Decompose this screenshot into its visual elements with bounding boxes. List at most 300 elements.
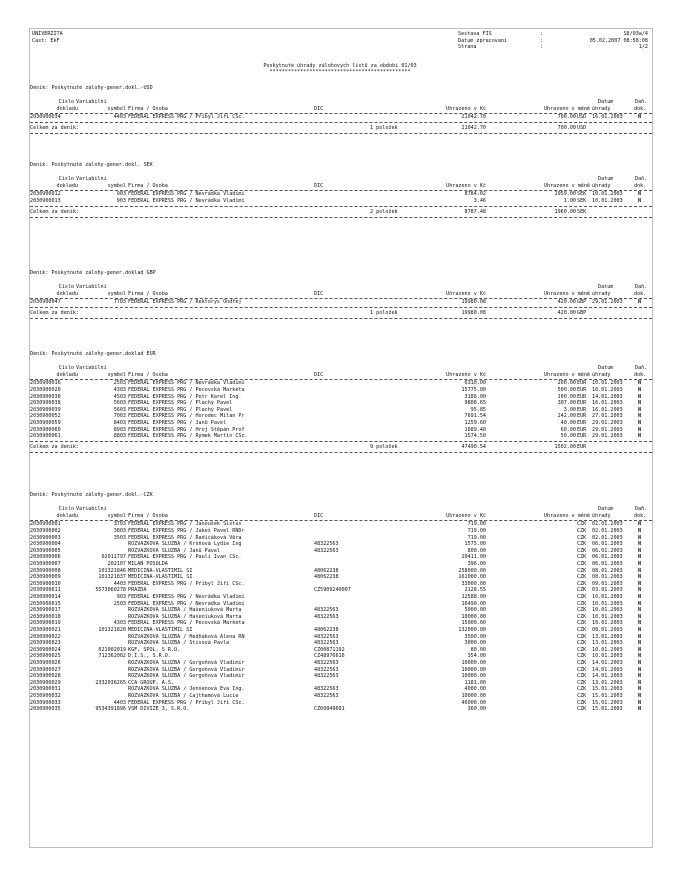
col-header-dokladu: dokladu xyxy=(56,182,78,189)
tax-doc-flag: N xyxy=(638,646,642,653)
doc-number: 2030900033 xyxy=(30,699,61,706)
currency-code: GBP xyxy=(577,299,587,306)
firm-name: FEDERAL EXPRESS PRG / Nevrádka Vladimí xyxy=(128,600,245,607)
dic-value: 48322563 xyxy=(314,541,339,548)
table-row xyxy=(30,647,652,654)
firm-name: FEDERAL EXPRESS PRG / Petr Karel Ing. xyxy=(128,393,242,400)
amount-czk: 1574.50 xyxy=(464,433,486,440)
tax-doc-flag: N xyxy=(638,666,642,673)
firm-name: FEDERAL EXPRESS PRG / Radičáková Věra xyxy=(128,534,242,541)
currency-code: EUR xyxy=(577,393,587,400)
tax-doc-flag: N xyxy=(638,607,642,614)
currency-code: EUR xyxy=(577,400,587,407)
date-value: 05.02.2007 08:58:08 xyxy=(589,37,648,44)
currency-code: CZK xyxy=(577,620,587,627)
amount-fx: 40.00 xyxy=(560,420,576,426)
col-header-cislo: Číslo xyxy=(58,176,74,183)
dic-value: 48322563 xyxy=(314,607,339,614)
tax-doc-flag: N xyxy=(638,420,642,426)
tax-doc-flag: N xyxy=(638,380,642,387)
payment-date: 13.01.2003 xyxy=(592,633,623,640)
currency-code: CZK xyxy=(577,653,587,660)
variable-symbol: 903 xyxy=(116,198,126,204)
firm-name: MEDICINA-VLASTIMIL SI xyxy=(128,627,193,633)
variable-symbol: 5603 xyxy=(113,406,126,413)
currency-code: CZK xyxy=(577,640,587,647)
dic-value: 48062238 xyxy=(314,574,339,581)
variable-symbol: 3703 xyxy=(113,521,126,528)
header-line-2 xyxy=(30,38,652,45)
dic-value: 48322563 xyxy=(314,660,339,666)
doc-number: 2030900025 xyxy=(30,653,61,660)
table-row xyxy=(30,400,652,407)
payment-date: 02.01.2003 xyxy=(592,534,623,541)
table-row xyxy=(30,554,652,561)
amount-czk: 354.00 xyxy=(467,653,486,660)
variable-symbol: 7703 xyxy=(113,299,126,306)
col-header-variabilni: Variabilní xyxy=(76,99,107,106)
firm-name: ROZVAZKOVÁ SLUŽBA / Kršňová Lydie Ing xyxy=(128,541,242,548)
amount-czk: 15000.00 xyxy=(461,620,486,627)
payment-date: 14.01.2003 xyxy=(592,393,623,400)
column-header-row-2 xyxy=(30,372,652,379)
tax-doc-flag: N xyxy=(638,393,642,400)
currency-code: CZK xyxy=(577,554,587,561)
table-row xyxy=(30,191,652,198)
total-separator xyxy=(30,307,652,308)
col-header-dic: DIČ xyxy=(314,105,324,112)
amount-czk: 161000.00 xyxy=(458,574,486,581)
amount-fx: 307.00 xyxy=(557,400,576,407)
column-header-row-2 xyxy=(30,183,652,190)
col-header-datum: Datum xyxy=(598,176,614,183)
total-bottom-separator xyxy=(30,318,652,319)
col-header-dok: dok. xyxy=(634,371,647,378)
col-header-dok: dok. xyxy=(634,182,647,189)
doc-number: 2030900018 xyxy=(30,613,61,620)
system-value: S8/03a/4 xyxy=(623,31,648,37)
doc-number: 2030900005 xyxy=(30,547,61,554)
amount-czk: 15775.00 xyxy=(461,387,486,393)
payment-date: 16.01.2003 xyxy=(592,400,623,407)
currency-code: CZK xyxy=(577,521,587,528)
report-page xyxy=(29,28,653,848)
tax-doc-flag: N xyxy=(638,541,642,548)
payment-date: 10.01.2003 xyxy=(592,380,623,387)
amount-czk: 10000.00 xyxy=(461,693,486,699)
currency-code: EUR xyxy=(577,380,587,387)
section-title-row xyxy=(30,85,652,92)
col-header-firma: Firma / Osoba xyxy=(128,182,168,189)
doc-number: 2030900008 xyxy=(30,567,61,574)
total-czk: 47490.54 xyxy=(461,443,486,450)
page-value: 1/2 xyxy=(638,44,648,51)
section-title: Deník: Poskytnuté zálohy-gener.dokl.-USD xyxy=(30,85,153,91)
payment-date: 10.01.2003 xyxy=(592,594,623,600)
variable-symbol: 903 xyxy=(116,594,126,600)
doc-number: 2030900011 xyxy=(30,587,61,594)
table-row xyxy=(30,653,652,660)
firm-name: CCA GROUP, A.S. xyxy=(128,679,175,686)
column-header-row-2 xyxy=(30,106,652,113)
firm-name: FEDERAL EXPRESS PRG / Rýmek Martin CSc. xyxy=(128,433,248,440)
firm-name: FEDERAL EXPRESS PRG / Plachý Pavel xyxy=(128,406,233,413)
date-label: Datum zpracovani xyxy=(458,37,508,44)
firm-name: ROZVAZKOVÁ SLUŽBA / Cajthamová Lucie xyxy=(128,693,239,699)
tax-doc-flag: N xyxy=(638,574,642,581)
col-header-dan: Daň. xyxy=(635,176,648,183)
col-header-dok: dok. xyxy=(634,105,647,112)
firm-name: ROZVAZKOVÁ SLUŽBA / Gorgoňová Vladimír xyxy=(128,666,245,673)
total-label: Celkem za deník: xyxy=(30,125,80,131)
payment-date: 10.01.2003 xyxy=(592,620,623,627)
doc-number: 2030900017 xyxy=(30,607,61,614)
dic-value: CZ5909240007 xyxy=(314,587,351,594)
amount-fx: 420.00 xyxy=(557,299,576,306)
payment-date: 15.01.2003 xyxy=(592,693,623,699)
doc-number: 2030900006 xyxy=(30,554,61,561)
tax-doc-flag: N xyxy=(638,587,642,594)
section-total-row xyxy=(30,310,652,317)
firm-name: FEDERAL EXPRESS PRG / Nevrádka Vladimí xyxy=(128,594,245,600)
doc-number: 2030900026 xyxy=(30,660,61,666)
table-row xyxy=(30,561,652,568)
firm-name: ROZVAZKOVÁ SLUŽBA / Štísová Pavla xyxy=(128,640,230,647)
variable-symbol: 4303 xyxy=(113,620,126,627)
variable-symbol: 5603 xyxy=(113,400,126,407)
currency-code: EUR xyxy=(577,387,587,393)
column-header-row-1 xyxy=(30,506,652,513)
title-stars: ********************************************** xyxy=(269,68,411,75)
amount-czk: 46000.00 xyxy=(461,699,486,706)
col-header-cislo: Číslo xyxy=(58,284,74,291)
col-header-datum: Datum xyxy=(598,99,614,106)
amount-fx: 3.00 xyxy=(563,406,576,413)
total-count: 9 položek xyxy=(370,443,398,450)
doc-number: 2030900061 xyxy=(30,433,61,440)
section-title-row xyxy=(30,270,652,277)
header-line-3 xyxy=(30,44,652,51)
total-fx: 1960.00 xyxy=(554,208,576,215)
col-header-symbol: symbol xyxy=(107,512,126,519)
payment-date: 10.01.2003 xyxy=(592,198,623,204)
amount-czk: 3000.00 xyxy=(464,640,486,647)
tax-doc-flag: N xyxy=(638,633,642,640)
currency-code: EUR xyxy=(577,433,587,440)
currency-code: CZK xyxy=(577,561,587,567)
amount-czk: 4000.00 xyxy=(464,686,486,693)
currency-code: CZK xyxy=(577,534,587,541)
amount-czk: 5000.00 xyxy=(464,607,486,614)
tax-doc-flag: N xyxy=(638,433,642,440)
col-header-uhrazeno-fx: Uhrazeno v měně xyxy=(543,371,590,378)
table-row xyxy=(30,114,652,121)
payment-date: 29.01.2003 xyxy=(592,420,623,426)
amount-czk: 6310.00 xyxy=(464,380,486,387)
col-header-dic: DIČ xyxy=(314,182,324,189)
amount-fx: 50.00 xyxy=(560,433,576,440)
dic-value: 48322563 xyxy=(314,666,339,673)
col-header-uhrazeno-czk: Uhrazeno v Kč xyxy=(446,512,486,519)
col-header-uhrazeno-czk: Uhrazeno v Kč xyxy=(446,290,486,297)
tax-doc-flag: N xyxy=(638,706,642,713)
payment-date: 09.01.2003 xyxy=(592,580,623,587)
org-name: UNIVERZITA xyxy=(32,31,63,37)
amount-czk: 360.00 xyxy=(467,706,486,713)
section-title-row xyxy=(30,492,652,499)
firm-name: D.I.S., S.R.O. xyxy=(128,653,171,660)
col-header-cislo: Číslo xyxy=(58,506,74,513)
payment-date: 15.01.2003 xyxy=(592,699,623,706)
firm-name: FEDERAL EXPRESS PRG / Horodec Milan Pr xyxy=(128,413,245,420)
doc-number: 2030900038 xyxy=(30,400,61,407)
col-header-symbol: symbol xyxy=(107,182,126,189)
currency-code: EUR xyxy=(577,420,587,426)
payment-date: 03.01.2003 xyxy=(592,587,623,594)
firm-name: FEDERAL EXPRESS PRG / Plachý Pavel xyxy=(128,400,233,407)
table-row xyxy=(30,607,652,614)
amount-fx: 100.00 xyxy=(557,393,576,400)
amount-fx: 200.00 xyxy=(557,380,576,387)
doc-number: 2030900059 xyxy=(30,420,61,426)
currency-code: CZK xyxy=(577,706,587,713)
payment-date: 27.01.2003 xyxy=(592,413,623,420)
payment-date: 06.01.2003 xyxy=(592,554,623,561)
amount-czk: 33000.00 xyxy=(461,580,486,587)
col-header-variabilni: Variabilní xyxy=(76,176,107,183)
firm-name: PRAZDA xyxy=(128,587,147,594)
total-count: 2 položek xyxy=(370,208,398,215)
amount-czk: 12588.00 xyxy=(461,594,486,600)
table-row xyxy=(30,380,652,387)
amount-fx: 1.00 xyxy=(563,198,576,204)
col-header-cislo: Číslo xyxy=(58,365,74,372)
table-row xyxy=(30,601,652,608)
amount-fx: 1959.00 xyxy=(554,191,576,198)
variable-symbol: 903 xyxy=(116,191,126,198)
variable-symbol: 4503 xyxy=(113,393,126,400)
payment-date: 02.01.2003 xyxy=(592,528,623,534)
tax-doc-flag: N xyxy=(638,580,642,587)
amount-czk: 9808.65 xyxy=(464,400,486,407)
amount-czk: 719.00 xyxy=(467,521,486,528)
header-line-1 xyxy=(30,31,652,38)
system-label: Sestava FIS xyxy=(458,31,492,37)
col-header-symbol: symbol xyxy=(107,290,126,297)
col-header-uhrady: úhrady xyxy=(592,371,611,378)
payment-date: 29.01.2003 xyxy=(592,299,623,306)
currency-code: CZK xyxy=(577,673,587,680)
tax-doc-flag: N xyxy=(638,653,642,660)
currency-code: CZK xyxy=(577,580,587,587)
payment-date: 14.01.2003 xyxy=(592,673,623,680)
firm-name: FEDERAL EXPRESS PRG / Pauli Ivan CSc. xyxy=(128,554,242,561)
firm-name: FEDERAL EXPRESS PRG / Pecovská Markéta xyxy=(128,387,245,393)
col-header-uhrazeno-czk: Uhrazeno v Kč xyxy=(446,105,486,112)
variable-symbol: 5573060278 xyxy=(95,587,126,594)
col-header-variabilni: Variabilní xyxy=(76,284,107,291)
col-header-firma: Firma / Osoba xyxy=(128,105,168,112)
doc-number: 2030900010 xyxy=(30,580,61,587)
variable-symbol: 021002019 xyxy=(98,646,126,653)
amount-czk: 719.00 xyxy=(467,534,486,541)
currency-code: USD xyxy=(577,114,587,121)
currency-code: CZK xyxy=(577,528,587,534)
firm-name: FEDERAL EXPRESS PRG / Janů Pavel xyxy=(128,420,227,426)
column-header-row-1 xyxy=(30,176,652,183)
dic-value: 48322563 xyxy=(314,640,339,647)
firm-name: FEDERAL EXPRESS PRG / Hroj Štěpán Prof xyxy=(128,426,245,433)
tax-doc-flag: N xyxy=(638,567,642,574)
tax-doc-flag: N xyxy=(638,299,642,306)
doc-number: 2030900009 xyxy=(30,574,61,581)
currency-code: SEK xyxy=(577,198,587,204)
payment-date: 13.01.2003 xyxy=(592,640,623,647)
tax-doc-flag: N xyxy=(638,406,642,413)
variable-symbol: 7003 xyxy=(113,413,126,420)
report-title: Poskytnuté úhrady zálohových listů za období 01/03 xyxy=(263,63,417,69)
table-row xyxy=(30,594,652,601)
table-row xyxy=(30,634,652,641)
amount-fx: 700.00 xyxy=(557,114,576,121)
amount-czk: 1259.60 xyxy=(464,420,486,426)
tax-doc-flag: N xyxy=(638,198,642,204)
tax-doc-flag: N xyxy=(638,686,642,693)
table-row xyxy=(30,387,652,394)
amount-czk: 3186.00 xyxy=(464,393,486,400)
doc-number: 2030900007 xyxy=(30,561,61,567)
table-row xyxy=(30,574,652,581)
currency-code: EUR xyxy=(577,426,587,433)
currency-code: CZK xyxy=(577,600,587,607)
amount-czk: 95.85 xyxy=(470,406,486,413)
amount-fx: 60.00 xyxy=(560,426,576,433)
payment-date: 06.01.2003 xyxy=(592,547,623,554)
doc-number: 2030900032 xyxy=(30,693,61,699)
total-count: 1 položek xyxy=(370,125,398,131)
col-header-dokladu: dokladu xyxy=(56,512,78,519)
section-title: Deník: Poskytnuté zálohy-gener.dokl. SEK xyxy=(30,162,153,168)
section-total-row xyxy=(30,125,652,132)
col-header-dan: Daň. xyxy=(635,506,648,513)
payment-date: 10.01.2003 xyxy=(592,191,623,198)
variable-symbol: 8403 xyxy=(113,420,126,426)
doc-number: 2030900039 xyxy=(30,406,61,413)
col-header-uhrazeno-fx: Uhrazeno v měně xyxy=(543,182,590,189)
col-header-dan: Daň. xyxy=(635,365,648,372)
col-header-firma: Firma / Osoba xyxy=(128,290,168,297)
firm-name: ROZVAZKOVÁ SLUŽBA / Gorgoňová Vladimír xyxy=(128,673,245,680)
amount-czk: 10000.00 xyxy=(461,613,486,620)
tax-doc-flag: N xyxy=(638,114,642,121)
payment-date: 16.01.2003 xyxy=(592,406,623,413)
doc-number: 2030900023 xyxy=(30,640,61,647)
col-header-variabilni: Variabilní xyxy=(76,506,107,513)
dic-value: 48062238 xyxy=(314,627,339,633)
total-separator xyxy=(30,122,652,123)
doc-number: 2030900020 xyxy=(30,387,61,393)
table-row xyxy=(30,667,652,674)
amount-czk: 3500.00 xyxy=(464,633,486,640)
column-header-row-2 xyxy=(30,291,652,298)
dic-value: CZ00871192 xyxy=(314,646,345,653)
firm-name: VSM DIVIZE 3, S.R.O. xyxy=(128,706,190,713)
section-title: Deník: Poskytnuté zálohy-gener.doklad GBP xyxy=(30,270,156,276)
currency-code: EUR xyxy=(577,406,587,413)
tax-doc-flag: N xyxy=(638,693,642,699)
section-title-row xyxy=(30,351,652,358)
payment-date: 08.01.2003 xyxy=(592,574,623,581)
amount-czk: 10000.00 xyxy=(461,666,486,673)
amount-czk: 1889.40 xyxy=(464,426,486,433)
tax-doc-flag: N xyxy=(638,699,642,706)
firm-name: FEDERAL EXPRESS PRG / Pecovská Markéta xyxy=(128,620,245,627)
col-header-dan: Daň. xyxy=(635,284,648,291)
total-currency: EUR xyxy=(577,443,587,450)
payment-date: 13.01.2003 xyxy=(592,679,623,686)
doc-number: 2030900004 xyxy=(30,541,61,548)
dic-value: 48322563 xyxy=(314,673,339,680)
dic-value: 48322563 xyxy=(314,613,339,620)
total-label: Celkem za deník: xyxy=(30,208,80,215)
table-row xyxy=(30,548,652,555)
payment-date: 15.01.2003 xyxy=(592,706,623,713)
currency-code: CZK xyxy=(577,613,587,620)
firm-name: FEDERAL EXPRESS PRG / Nevrádka Vladimí xyxy=(128,380,245,387)
currency-code: CZK xyxy=(577,587,587,594)
tax-doc-flag: N xyxy=(638,640,642,647)
currency-code: CZK xyxy=(577,574,587,581)
col-header-uhrady: úhrady xyxy=(592,290,611,297)
firm-name: FEDERAL EXPRESS PRG / Příbyl Jiří CSc. xyxy=(128,114,245,121)
amount-fx: 500.00 xyxy=(557,387,576,393)
currency-code: CZK xyxy=(577,646,587,653)
table-row xyxy=(30,680,652,687)
amount-czk: 132000.00 xyxy=(458,627,486,633)
amount-czk: 1181.00 xyxy=(464,679,486,686)
col-header-uhrady: úhrady xyxy=(592,182,611,189)
col-header-dic: DIČ xyxy=(314,371,324,378)
col-header-dok: dok. xyxy=(634,290,647,297)
colon: : xyxy=(540,44,544,51)
dic-value: CZ48976616 xyxy=(314,653,345,660)
total-currency: SEK xyxy=(577,208,587,215)
doc-number: 2030900030 xyxy=(30,393,61,400)
col-header-uhrazeno-czk: Uhrazeno v Kč xyxy=(446,371,486,378)
doc-number: 2030900022 xyxy=(30,633,61,640)
variable-symbol: 02011797 xyxy=(101,554,126,561)
amount-czk: 21042.70 xyxy=(461,114,486,121)
col-header-dan: Daň. xyxy=(635,99,648,106)
col-header-datum: Datum xyxy=(598,365,614,372)
amount-czk: 10000.00 xyxy=(461,660,486,666)
firm-name: ROZVAZKOVÁ SLUŽBA / Hašeníuková Marta xyxy=(128,607,242,614)
colon: : xyxy=(540,31,544,37)
doc-number: 2030900034 xyxy=(30,114,61,121)
firm-name: MEDICINA-VLASTIMIL SI xyxy=(128,574,193,581)
firm-name: ROZVAZKOVÁ SLUŽBA / Gorgoňová Vladimír xyxy=(128,660,245,666)
payment-date: 14.01.2003 xyxy=(592,660,623,666)
amount-czk: 396.00 xyxy=(467,561,486,567)
amount-czk: 10000.00 xyxy=(461,673,486,680)
tax-doc-flag: N xyxy=(638,413,642,420)
payment-date: 10.01.2003 xyxy=(592,646,623,653)
variable-symbol: 3503 xyxy=(113,534,126,541)
amount-czk: 80.00 xyxy=(470,646,486,653)
table-row xyxy=(30,420,652,427)
col-header-datum: Datum xyxy=(598,506,614,513)
firm-name: KGF, SPOL. S R.O. xyxy=(128,646,181,653)
